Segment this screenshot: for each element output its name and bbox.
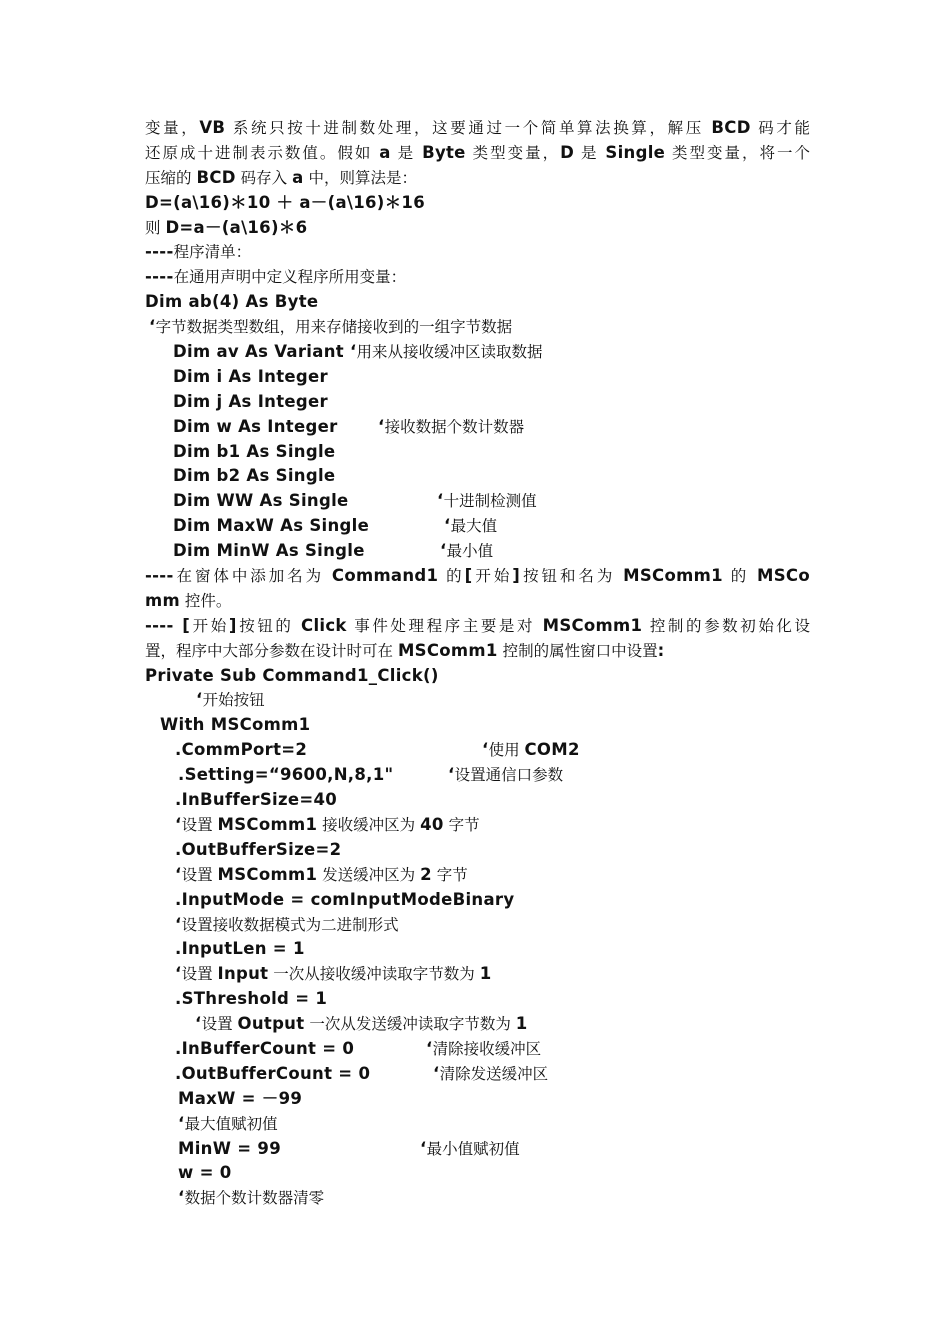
text-line bbox=[145, 813, 810, 838]
text-line bbox=[145, 1112, 810, 1137]
code-text: ‘ bbox=[440, 541, 447, 561]
code-text: VB bbox=[199, 118, 226, 137]
code-text: 1 bbox=[479, 964, 492, 984]
body-text: 控制的参数初始化设 bbox=[642, 616, 810, 635]
code-text: .InputLen = 1 bbox=[175, 939, 305, 959]
text-line bbox=[145, 962, 810, 987]
code-text: ‘ bbox=[482, 740, 489, 760]
body-text: 压缩的 bbox=[145, 168, 197, 187]
text-line bbox=[145, 464, 810, 489]
code-text: Single bbox=[605, 142, 666, 162]
body-text: 中，则算法是： bbox=[303, 168, 417, 187]
code-text: .InputMode = comInputModeBinary bbox=[175, 889, 515, 909]
body-text: 开始 bbox=[190, 616, 229, 635]
text-line bbox=[145, 315, 810, 340]
code-text: MinW = 99 bbox=[178, 1138, 281, 1158]
code-comment bbox=[448, 763, 563, 788]
body-text: 是 bbox=[574, 143, 606, 162]
body-text: 最大值 bbox=[450, 517, 498, 536]
body-text: 接收数据个数计数器 bbox=[384, 417, 525, 436]
code-text: BCD bbox=[711, 118, 751, 137]
code-text: ‘ bbox=[444, 516, 451, 536]
code-text: .InBufferCount = 0 bbox=[175, 1038, 355, 1058]
code-text: ‘ bbox=[195, 1014, 202, 1034]
body-text: 码存入 bbox=[235, 168, 293, 187]
body-text: 开始 bbox=[472, 567, 513, 586]
code-comment bbox=[420, 1137, 520, 1162]
body-text: 类型变量，将一个 bbox=[665, 143, 810, 162]
body-text: 设置 bbox=[181, 965, 218, 984]
code-comment bbox=[444, 514, 497, 539]
code-text: ] bbox=[512, 566, 521, 586]
code-comment bbox=[482, 738, 580, 763]
code-text: 1 bbox=[515, 1014, 528, 1034]
text-line bbox=[145, 1186, 810, 1211]
text-line bbox=[145, 340, 810, 365]
text-line bbox=[145, 489, 810, 514]
body-text: 字节数据类型数组，用来存储接收到的一组字节数据 bbox=[155, 318, 513, 337]
code-comment bbox=[440, 539, 493, 564]
text-line bbox=[145, 763, 810, 788]
text-line bbox=[145, 1062, 810, 1087]
document-body bbox=[145, 116, 810, 1211]
code-text: a bbox=[292, 167, 304, 187]
code-text: MSComm1 bbox=[217, 814, 318, 834]
text-line bbox=[145, 240, 810, 265]
code-text: Dim MinW As Single bbox=[173, 541, 365, 561]
code-text: .OutBufferCount = 0 bbox=[175, 1063, 371, 1083]
text-line bbox=[145, 141, 810, 166]
body-text: 发送缓冲区为 bbox=[317, 865, 421, 884]
code-text: With MSComm1 bbox=[160, 715, 311, 735]
body-text: 的 bbox=[438, 567, 465, 586]
code-text: 2 bbox=[420, 864, 432, 884]
text-line bbox=[145, 1012, 810, 1037]
code-text: MSComm1 bbox=[542, 615, 643, 635]
code-comment bbox=[437, 489, 537, 514]
body-text: 开始按钮 bbox=[202, 691, 265, 710]
body-text: 类型变量， bbox=[465, 143, 561, 162]
text-line bbox=[145, 937, 810, 962]
code-text: 40 bbox=[420, 814, 444, 834]
code-text: ---- bbox=[145, 242, 174, 262]
text-line bbox=[145, 1137, 810, 1162]
code-text: .InBufferSize=40 bbox=[175, 790, 338, 810]
body-text: 设置 bbox=[201, 1015, 238, 1034]
code-text: mm bbox=[145, 590, 180, 610]
text-line bbox=[145, 564, 810, 589]
text-line bbox=[145, 216, 810, 241]
code-text: Output bbox=[237, 1014, 305, 1034]
body-text: 程序清单： bbox=[173, 243, 252, 262]
code-text: : bbox=[657, 640, 665, 660]
text-line bbox=[145, 290, 810, 315]
code-text: COM2 bbox=[524, 740, 580, 760]
code-comment bbox=[426, 1037, 541, 1062]
code-text: MSComm1 bbox=[623, 566, 723, 586]
code-text: Command1 bbox=[331, 566, 439, 586]
code-text: .SThreshold = 1 bbox=[175, 989, 328, 1009]
code-text: Dim b2 As Single bbox=[173, 466, 336, 486]
text-line bbox=[145, 166, 810, 191]
text-line bbox=[145, 116, 810, 141]
body-text: 置，程序中大部分参数在设计时可在 bbox=[145, 641, 398, 660]
text-line bbox=[145, 191, 810, 216]
code-text: Dim av As Variant ‘ bbox=[173, 342, 357, 362]
code-text: BCD bbox=[196, 167, 236, 187]
body-text: 控制的属性窗口中设置 bbox=[497, 641, 658, 660]
text-line bbox=[145, 1087, 810, 1112]
text-line bbox=[145, 987, 810, 1012]
text-line bbox=[145, 713, 810, 738]
body-text: 按钮和名为 bbox=[520, 567, 624, 586]
body-text: 则 bbox=[145, 218, 166, 237]
body-text: 最小值赋初值 bbox=[426, 1139, 520, 1158]
text-line bbox=[145, 514, 810, 539]
code-text: ‘ bbox=[178, 1113, 185, 1133]
body-text: 是 bbox=[390, 143, 423, 162]
code-text: ‘ bbox=[149, 317, 156, 337]
code-text: MaxW = －99 bbox=[178, 1088, 303, 1108]
code-text: .Setting=“9600,N,8,1" bbox=[178, 765, 394, 785]
body-text: 系统只按十进制数处理，这要通过一个简单算法换算，解压 bbox=[225, 119, 712, 137]
text-line bbox=[145, 539, 810, 564]
code-text: D bbox=[560, 142, 575, 162]
code-text: ---- bbox=[145, 566, 174, 586]
code-text: Byte bbox=[422, 142, 466, 162]
body-text: 使用 bbox=[488, 741, 525, 760]
body-text: 清除接收缓冲区 bbox=[432, 1039, 542, 1058]
code-text: ‘ bbox=[378, 416, 385, 436]
body-text: 控件。 bbox=[180, 591, 232, 610]
code-text: ‘ bbox=[448, 765, 455, 785]
body-text: 最小值 bbox=[446, 542, 494, 561]
body-text: 最大值赋初值 bbox=[184, 1114, 278, 1133]
code-text: ---- [ bbox=[145, 615, 191, 635]
text-line bbox=[145, 1161, 810, 1186]
body-text: 数据个数计数器清零 bbox=[184, 1189, 325, 1208]
text-line bbox=[145, 788, 810, 813]
text-line bbox=[145, 415, 810, 440]
code-text: w = 0 bbox=[178, 1163, 232, 1183]
code-text: MSCo bbox=[757, 566, 810, 586]
body-text: 用来从接收缓冲区读取数据 bbox=[356, 343, 543, 362]
body-text: 接收缓冲区为 bbox=[317, 815, 421, 834]
code-text: Dim w As Integer bbox=[173, 416, 338, 436]
code-text: ‘ bbox=[437, 491, 444, 511]
body-text: 的 bbox=[722, 567, 758, 586]
text-line bbox=[145, 1037, 810, 1062]
text-line bbox=[145, 614, 810, 639]
body-text: 按钮的 bbox=[236, 616, 302, 635]
code-text: ‘ bbox=[196, 690, 203, 710]
code-text: a bbox=[379, 142, 391, 162]
body-text: 设置接收数据模式为二进制形式 bbox=[181, 915, 399, 934]
code-text: Dim j As Integer bbox=[173, 391, 328, 411]
code-text: [ bbox=[464, 566, 473, 586]
body-text: 清除发送缓冲区 bbox=[439, 1064, 549, 1083]
body-text: 在通用声明中定义程序所用变量： bbox=[173, 268, 407, 287]
text-line bbox=[145, 688, 810, 713]
text-line bbox=[145, 390, 810, 415]
code-text: MSComm1 bbox=[397, 640, 498, 660]
body-text: 在窗体中添加名为 bbox=[173, 567, 332, 586]
code-text: ‘ bbox=[175, 864, 182, 884]
body-text: 字节 bbox=[431, 865, 468, 884]
code-text: ‘ bbox=[178, 1188, 185, 1208]
body-text: 字节 bbox=[443, 815, 480, 834]
body-text: 码才能 bbox=[750, 119, 810, 137]
text-line bbox=[145, 589, 810, 614]
text-line bbox=[145, 639, 810, 664]
body-text: 设置通信口参数 bbox=[454, 766, 564, 785]
text-line bbox=[145, 838, 810, 863]
text-line bbox=[145, 738, 810, 763]
code-text: Click bbox=[301, 615, 347, 635]
text-line bbox=[145, 913, 810, 938]
body-text: 事件处理程序主要是对 bbox=[346, 616, 543, 635]
code-text: ‘ bbox=[433, 1063, 440, 1083]
text-line bbox=[145, 265, 810, 290]
body-text: 设置 bbox=[181, 865, 218, 884]
code-text: Dim MaxW As Single bbox=[173, 516, 370, 536]
code-text: Private Sub Command1_Click() bbox=[145, 665, 439, 685]
code-text: D=a－(a\16)＊6 bbox=[165, 217, 308, 237]
text-line bbox=[145, 664, 810, 689]
code-text: ‘ bbox=[420, 1138, 427, 1158]
code-text: Dim b1 As Single bbox=[173, 441, 336, 461]
code-text: .CommPort=2 bbox=[175, 740, 308, 760]
code-text: Dim i As Integer bbox=[173, 366, 328, 386]
code-text: ‘ bbox=[426, 1038, 433, 1058]
code-text: Dim ab(4) As Byte bbox=[145, 292, 319, 312]
code-text: Dim WW As Single bbox=[173, 491, 349, 511]
text-line bbox=[145, 440, 810, 465]
code-text: MSComm1 bbox=[217, 864, 318, 884]
code-comment bbox=[378, 415, 524, 440]
code-text: ‘ bbox=[175, 814, 182, 834]
body-text: 一次从发送缓冲读取字节数为 bbox=[304, 1015, 516, 1034]
body-text: 设置 bbox=[181, 815, 218, 834]
code-text: ] bbox=[228, 615, 237, 635]
code-text: ---- bbox=[145, 267, 174, 287]
body-text: 变量， bbox=[145, 119, 200, 137]
text-line bbox=[145, 365, 810, 390]
code-text: Input bbox=[217, 964, 269, 984]
code-text: .OutBufferSize=2 bbox=[175, 839, 342, 859]
text-line bbox=[145, 888, 810, 913]
text-line bbox=[145, 863, 810, 888]
code-comment bbox=[433, 1062, 548, 1087]
code-text: ‘ bbox=[175, 914, 182, 934]
code-text: ‘ bbox=[175, 964, 182, 984]
body-text: 还原成十进制表示数值。假如 bbox=[145, 143, 380, 162]
code-text: D=(a\16)＊10 ＋ a－(a\16)＊16 bbox=[145, 192, 425, 212]
body-text: 一次从接收缓冲读取字节数为 bbox=[268, 965, 480, 984]
body-text: 十进制检测值 bbox=[443, 492, 537, 511]
